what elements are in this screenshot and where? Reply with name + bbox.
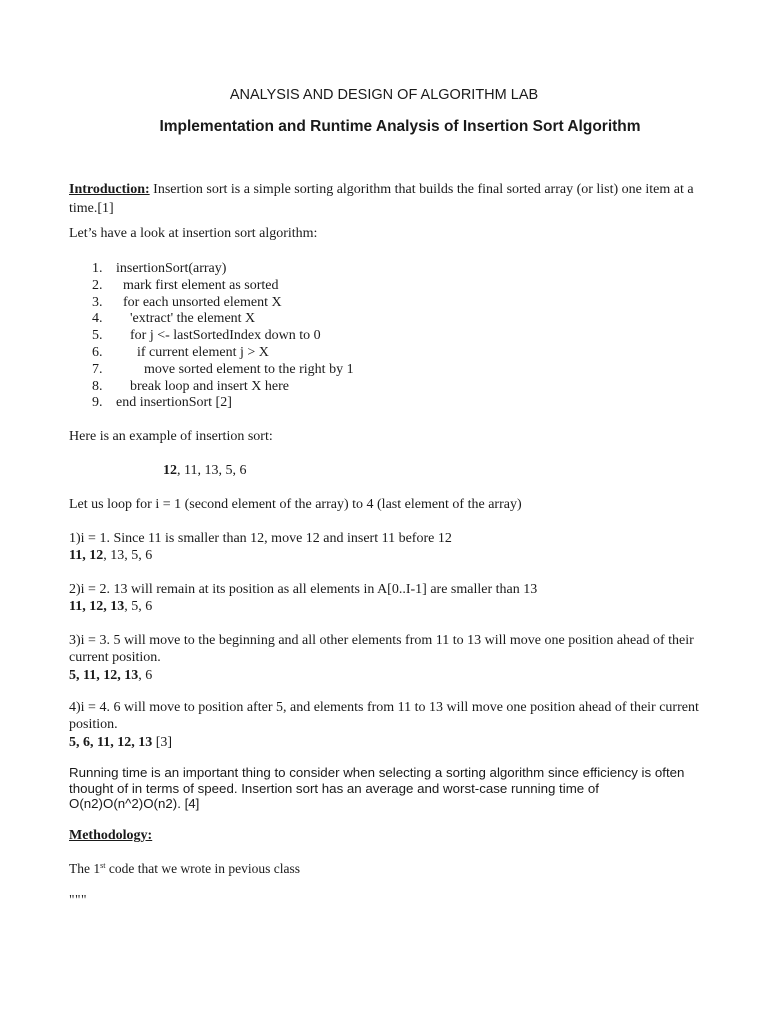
step-sequence: 11, 12, 13, 5, 6 bbox=[69, 599, 153, 615]
algorithm-line: 2. mark first element as sorted bbox=[92, 277, 279, 293]
introduction-text: Insertion sort is a simple sorting algorithm that builds the final sorted array (or list) one item at a time.[1] bbox=[69, 182, 694, 216]
step-block bbox=[69, 581, 709, 616]
algorithm-line: 3. for each unsorted element X bbox=[92, 294, 282, 310]
example-lead: Here is an example of insertion sort: bbox=[69, 429, 273, 444]
step-block bbox=[69, 530, 709, 565]
code-quotes: """ bbox=[69, 892, 88, 907]
introduction-paragraph bbox=[69, 180, 709, 218]
algorithm-line: 9. end insertionSort [2] bbox=[92, 395, 232, 411]
code-intro: The 1st code that we wrote in pevious class bbox=[69, 861, 301, 876]
loop-description: Let us loop for i = 1 (second element of the array) to 4 (last element of the array) bbox=[69, 497, 522, 512]
step-sequence: 5, 11, 12, 13, 6 bbox=[69, 667, 153, 683]
step-block bbox=[69, 632, 709, 684]
step-description: 2)i = 2. 13 will remain at its position as all elements in A[0..I-1] are smaller than 13 bbox=[69, 582, 538, 597]
step-sequence: 5, 6, 11, 12, 13 [3] bbox=[69, 734, 173, 750]
running-time-paragraph: Running time is an important thing to consider when selecting a sorting algorithm since efficiency is often thought of in terms of speed. Insertion sort has an average and worst-case running time of O(n2)O(n^2)O(n2). [4] bbox=[69, 765, 685, 812]
step-sequence: 11, 12, 13, 5, 6 bbox=[69, 548, 153, 564]
algorithm-list bbox=[92, 261, 354, 412]
algorithm-lead: Let’s have a look at insertion sort algorithm: bbox=[69, 226, 318, 241]
algorithm-line: 5. for j <- lastSortedIndex down to 0 bbox=[92, 328, 321, 344]
step-block bbox=[69, 699, 709, 751]
algorithm-line: 7. move sorted element to the right by 1 bbox=[92, 361, 354, 377]
step-description: 4)i = 4. 6 will move to position after 5, and elements from 11 to 13 will move one position ahead of their current position. bbox=[69, 700, 699, 733]
algorithm-line: 6. if current element j > X bbox=[92, 344, 269, 360]
introduction-label: Introduction: bbox=[69, 182, 150, 197]
step-description: 3)i = 3. 5 will move to the beginning and all other elements from 11 to 13 will move one position ahead of their current position. bbox=[69, 633, 694, 666]
lab-title: ANALYSIS AND DESIGN OF ALGORITHM LAB bbox=[229, 87, 539, 103]
document-title: Implementation and Runtime Analysis of Insertion Sort Algorithm bbox=[159, 118, 641, 135]
methodology-heading: Methodology: bbox=[69, 828, 153, 843]
algorithm-line: 4. 'extract' the element X bbox=[92, 311, 256, 327]
example-array: 12, 11, 13, 5, 6 bbox=[163, 463, 247, 478]
algorithm-line: 1. insertionSort(array) bbox=[92, 261, 227, 276]
algorithm-line: 8. break loop and insert X here bbox=[92, 378, 289, 394]
step-description: 1)i = 1. Since 11 is smaller than 12, move 12 and insert 11 before 12 bbox=[69, 531, 452, 546]
